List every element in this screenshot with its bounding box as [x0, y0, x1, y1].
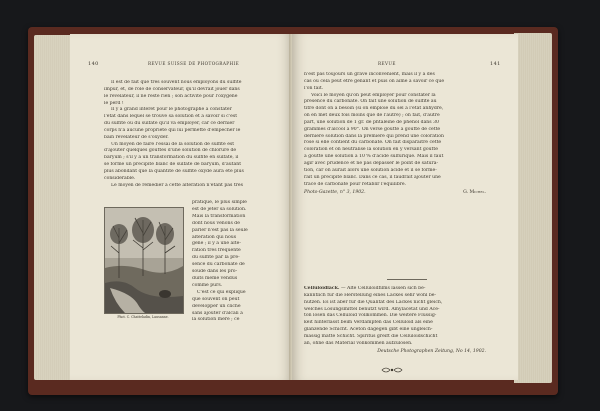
paragraph: Voici le moyen qu'on peut employer pour constater la présence du carbonate. On fait une solution de sulfite au titre dont on a besoin (si on emploie du sel à l'état anhydre, on en met deux fois moins que de l'autre) ; on fait, d'autre part, une solution de 1 gr. de phtaléine de phénol dans 30 grammes d'alcool à 90°. On verse goutte à goutte de cette dernière solution dans la première qui prend une coloration rose si elle contient du carbonate. On fait disparaître cette coloration et on neutralise la solution en y versant goutte à goutte une solution à 10 % d'acide sulfurique. Mais il faut agir avec prudence et ne pas dépasser le point de satura- tion, car on aurait alors une solution acide et il se forme- rait un précipité blanc. Dans ce cas, il faudrait ajouter une trace de carbonate pour rétablir l'équilibre. [304, 92, 445, 187]
author-name: G. Michel. [463, 190, 486, 196]
photo-image [105, 208, 183, 313]
article-text: Celluloïdlack. — Alte Celluloïdfilms lassen sich be- kanntlich für die Herstellung eines Lackes sehr wohl be- nützen. Es ist aber für die Qualität des Lackes nicht gleich, welches Lösungsmittel benutzt wird. Amylacetat und Ace- ton lösen das Celluloïd vollkommen. Die weitere Flüssig- keit hinterlässt beim Verdampfen das Celluloïd als eine glänzende Schicht. Aceton dagegen gibt eine ungleich- mässig matte Schicht. Spiritus greift die Celluloïdschicht an, ohne das Material vollkommen aufzulösen. Deutsche Photographen Zeitung, No 14, 1902. [304, 286, 486, 354]
paragraph: Le moyen de remédier à cette altération n'étant pas très [111, 182, 243, 188]
source-citation: Photo-Gazette, n° 3, 1902. [304, 190, 366, 196]
paragraph: Un moyen de faire l'essai de la solution de sulfite est d'ajouter quelques gouttes d'une solution de chlorure de baryum ; s'il y a un transformation du sulfite en sulfate, il se forme un précipité blanc de sulfate de baryum, d'autant plus abondant que la quantité de sulfite oxydé aura été plus considérable. [104, 141, 244, 181]
left-running-head: REVUE SUISSE DE PHOTOGRAPHIE [148, 61, 240, 66]
page-edges-right [514, 33, 552, 383]
paragraph: n'est pas toujours un grave inconvénient, mais il y a des cas où cela peut être gênant et puis on aime à savoir ce que l'on fait. [304, 72, 445, 91]
ornament-icon [380, 359, 404, 378]
separator-rule [387, 279, 427, 280]
left-wrap-text: pratique, le plus simple est de jeter sa solution. Mais la transformation dont nous venons de parler n'est pas la seule altération qui nous gêne ; il y a une alté- ration très fréquente du sulfite par la pré- sence du carbonate de soude dans les pro- duits même vendus comme purs. C'est ce qui explique que souvent on peut développer un cliché sans ajouter d'alcali à la solution mère ; ce [192, 200, 248, 323]
right-running-head: REVUE [378, 61, 396, 66]
landscape-photo [104, 207, 184, 314]
photo-caption: Phot. C. Chatteladin, Lausanne. [117, 315, 169, 319]
right-page-number: 141 [490, 61, 501, 67]
right-body-text [304, 72, 486, 198]
article-title: Celluloïdlack. [304, 286, 340, 291]
left-page-number: 140 [88, 61, 99, 67]
right-page [292, 34, 518, 380]
left-body-text [104, 80, 276, 190]
source-line [304, 190, 486, 198]
left-page [70, 34, 292, 380]
article-source: Deutsche Photographen Zeitung, No 14, 1902. [377, 348, 486, 354]
paragraph: Il y a grand intérêt pour le photographe à constater l'état dans lequel se trouve sa solution et à savoir si c'est du sulfite ou du sulfate qu'il va employer, car ce dernier corps n'a aucune propriété qui lui permette d'empêcher le bain révélateur de s'oxyder. [104, 107, 241, 140]
paragraph: Il est de fait que très souvent nous employons du sulfite impur, et, de rôle de conservateur, qu'il devrait jouer dans le révélateur, il ne reste rien ; son activité pour l'oxygène le perd ! [104, 80, 242, 106]
